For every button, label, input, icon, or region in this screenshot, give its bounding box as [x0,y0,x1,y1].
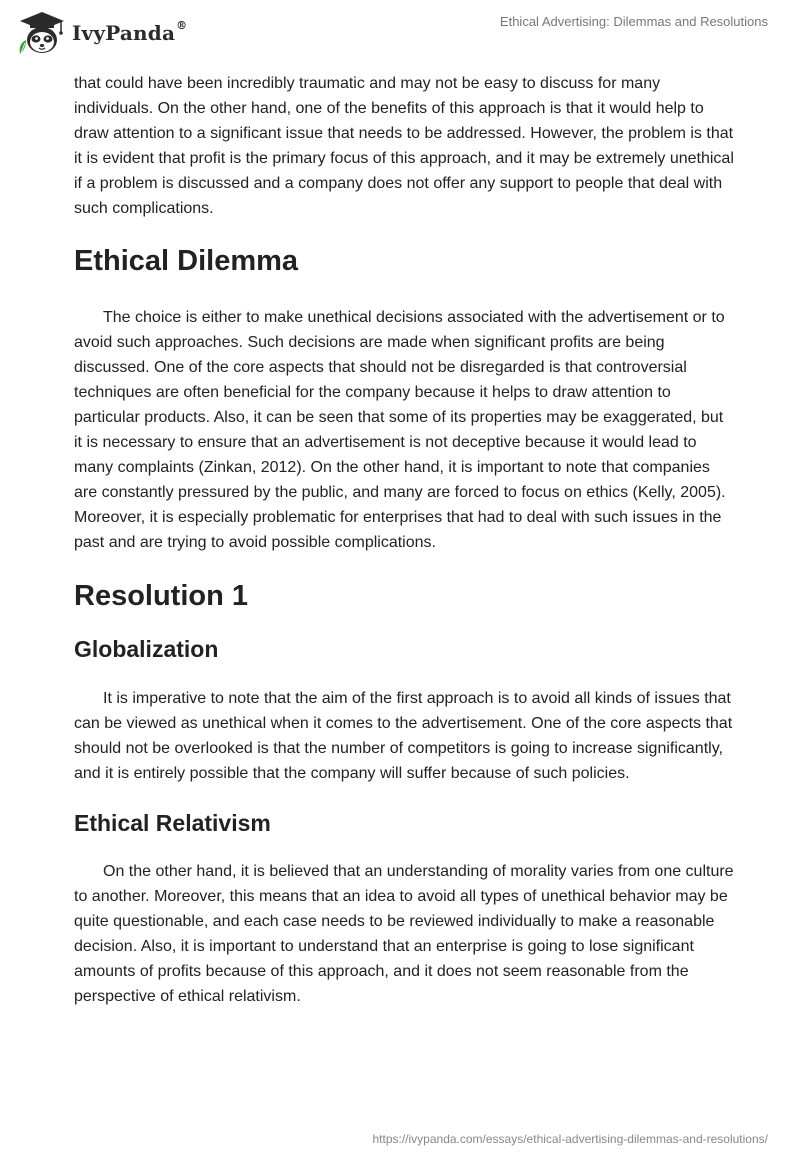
page-header [0,0,800,70]
heading-resolution-1: Resolution 1 [74,580,249,612]
essay-body [74,71,734,1009]
registered-mark: ® [176,19,188,32]
panda-graduate-icon [14,8,70,58]
heading-ethical-relativism: Ethical Relativism [74,810,271,836]
document-title: Ethical Advertising: Dilemmas and Resolutions [499,14,768,29]
intro-paragraph: that could have been incredibly traumatic and may not be easy to discuss for many individuals. On the other hand, one of the benefits of this approach is that it would help to draw attention to a significant issue that needs to be addressed. However, the problem is that it is evident that profit is the primary focus of this approach, and it may be extremely unethical if a problem is discussed and a company does not offer any support to people that deal with such complications. [74,75,734,217]
logo-wordmark: IvyPanda® [72,19,188,45]
globalization-paragraph: It is imperative to note that the aim of the first approach is to avoid all kinds of issues that can be viewed as unethical when it comes to the advertisement. One of the core aspects that should not be overlooked is that the number of competitors is going to increase significantly, and it is entirely possible that the company will suffer because of such policies. [74,690,733,782]
ethical-relativism-paragraph: On the other hand, it is believed that an understanding of morality varies from one culture to another. Moreover, this means that an idea to avoid all types of unethical behavior may be quite questionable, and each case needs to be reviewed individually to make a reasonable decision. Also, it is important to understand that an enterprise is going to lose significant amounts of profits because of this approach, and it does not seem reasonable from the perspective of ethical relativism. [74,863,734,1005]
ivypanda-logo[interactable] [14,8,187,58]
heading-globalization: Globalization [74,636,219,662]
source-url[interactable]: https://ivypanda.com/essays/ethical-advertising-dilemmas-and-resolutions/ [372,1132,768,1146]
heading-ethical-dilemma: Ethical Dilemma [74,245,299,277]
ethical-dilemma-paragraph: The choice is either to make unethical decisions associated with the advertisement or to avoid such approaches. Such decisions are made when significant profits are being discussed. One of the core aspects that should not be disregarded is that controversial techniques are often beneficial for the company because it helps to draw attention to particular products. Also, it can be seen that some of its properties may be exaggerated, but it is necessary to ensure that an advertisement is not deceptive because it would lead to many complaints (Zinkan, 2012). On the other hand, it is important to note that companies are constantly pressured by the public, and many are forced to focus on ethics (Kelly, 2005). Moreover, it is especially problematic for enterprises that had to deal with such issues in the past and are trying to avoid possible complications. [74,309,726,551]
